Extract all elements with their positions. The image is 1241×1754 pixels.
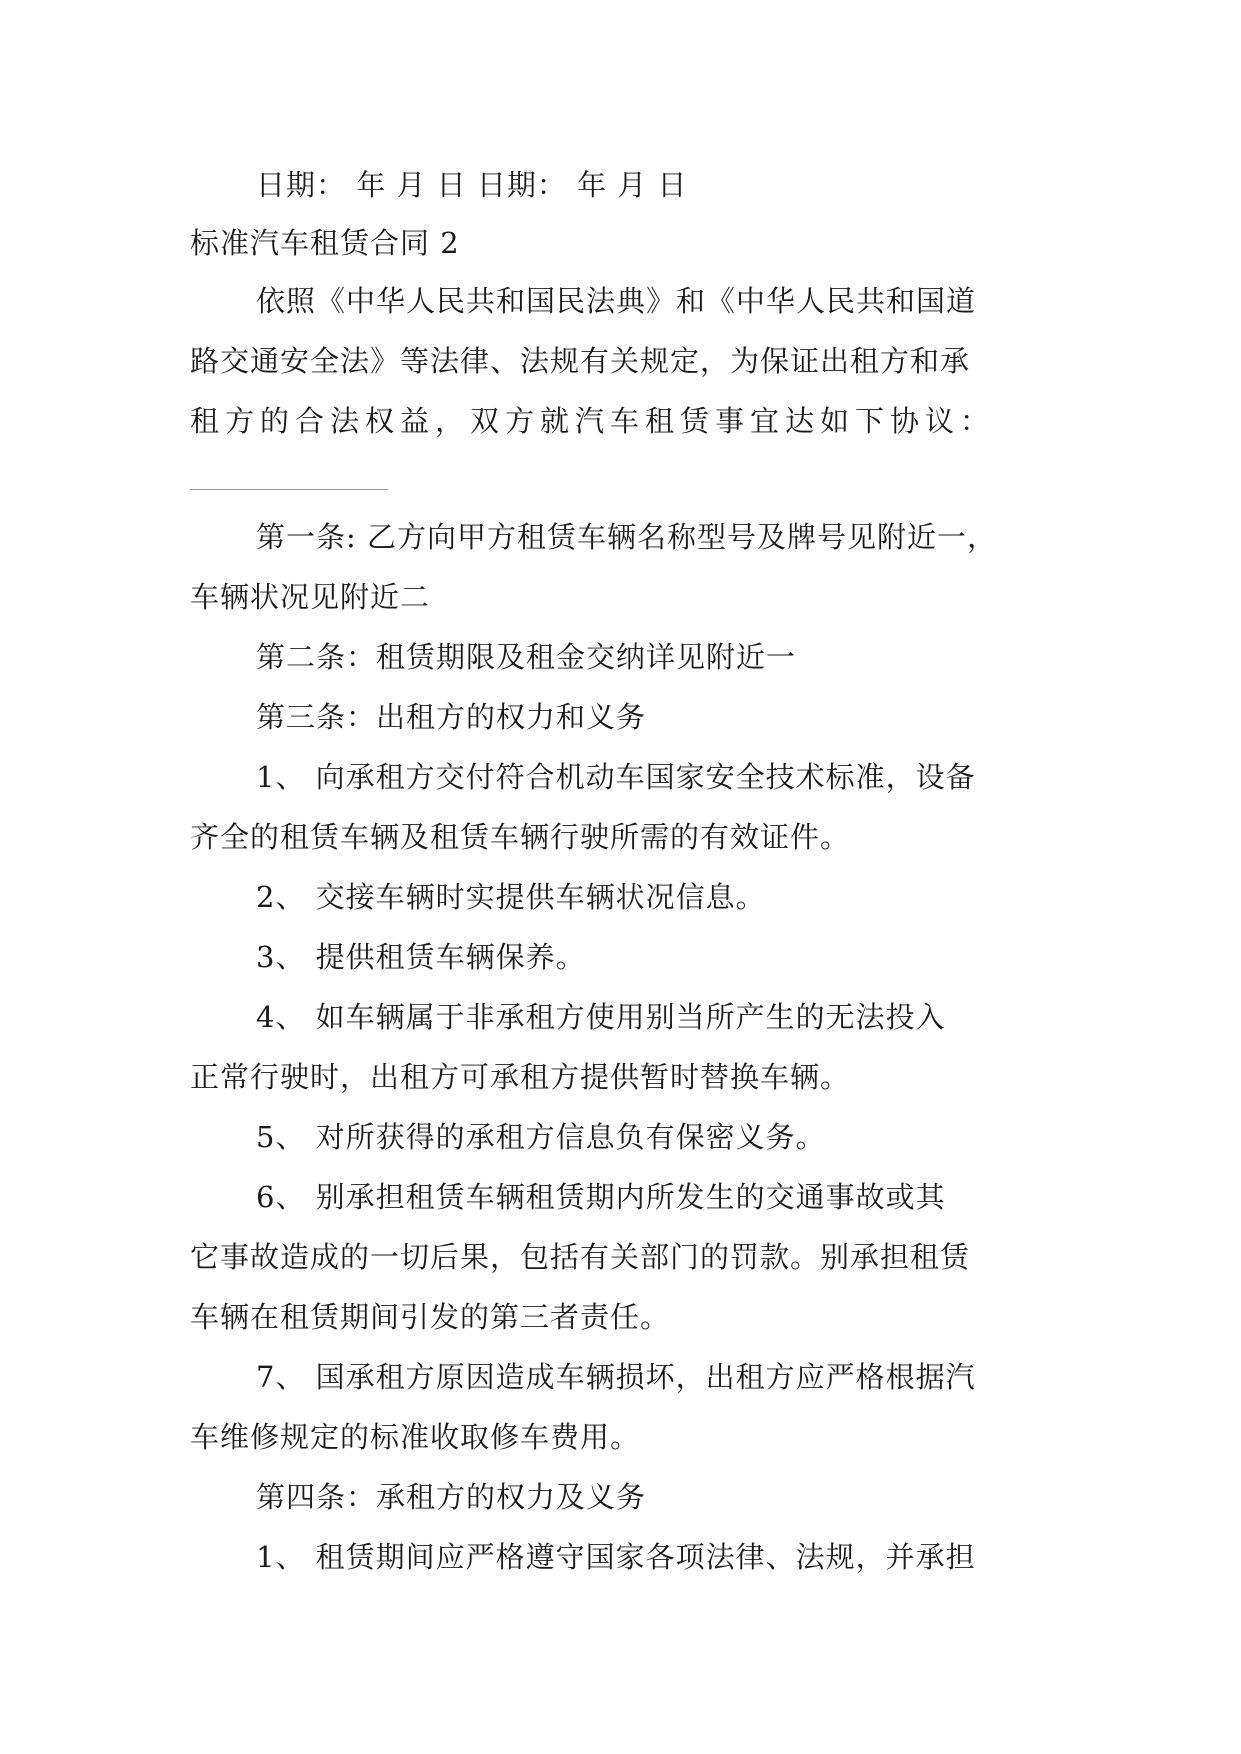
intro-line-3: 租方的合法权益，双方就汽车租赁事宜达如下协议： [190,404,996,438]
item3-2: 2、 交接车辆时实提供车辆状况信息。 [256,880,766,914]
article4: 第四条：承租方的权力及义务 [256,1480,647,1514]
item3-6-line-1: 6、 别承担租赁车辆租赁期内所发生的交通事故或其 [256,1180,946,1214]
item3-1-line-1: 1、 向承租方交付符合机动车国家安全技术标准，设备 [256,760,976,794]
item3-4-line-2: 正常行驶时，出租方可承租方提供暂时替换车辆。 [190,1060,851,1094]
document-title: 标准汽车租赁合同 2 [190,226,460,260]
article1-line-1: 第一条: 乙方向甲方租赁车辆名称型号及牌号见附近一， [256,520,997,554]
item3-3: 3、 提供租赁车辆保养。 [256,940,586,974]
item4-1-line-1: 1、 租赁期间应严格遵守国家各项法律、法规，并承担 [256,1540,976,1574]
separator-rule [190,489,388,490]
item3-1-line-2: 齐全的租赁车辆及租赁车辆行驶所需的有效证件。 [190,820,851,854]
item3-6-line-3: 车辆在租赁期间引发的第三者责任。 [190,1300,671,1334]
article3: 第三条：出租方的权力和义务 [256,700,647,734]
item3-6-line-2: 它事故造成的一切后果，包括有关部门的罚款。别承担租赁 [190,1240,971,1274]
article2: 第二条：租赁期限及租金交纳详见附近一 [256,640,797,674]
article1-line-2: 车辆状况见附近二 [190,580,431,614]
date-line: 日期： 年 月 日 日期： 年 月 日 [256,168,688,202]
item3-7-line-1: 7、 国承租方原因造成车辆损坏，出租方应严格根据汽 [256,1360,976,1394]
item3-4-line-1: 4、 如车辆属于非承租方使用别当所产生的无法投入 [256,1000,946,1034]
intro-line-2: 路交通安全法》等法律、法规有关规定，为保证出租方和承 [190,344,971,378]
item3-5: 5、 对所获得的承租方信息负有保密义务。 [256,1120,826,1154]
intro-line-1: 依照《中华人民共和国民法典》和《中华人民共和国道 [256,284,977,318]
item3-7-line-2: 车维修规定的标准收取修车费用。 [190,1420,641,1454]
